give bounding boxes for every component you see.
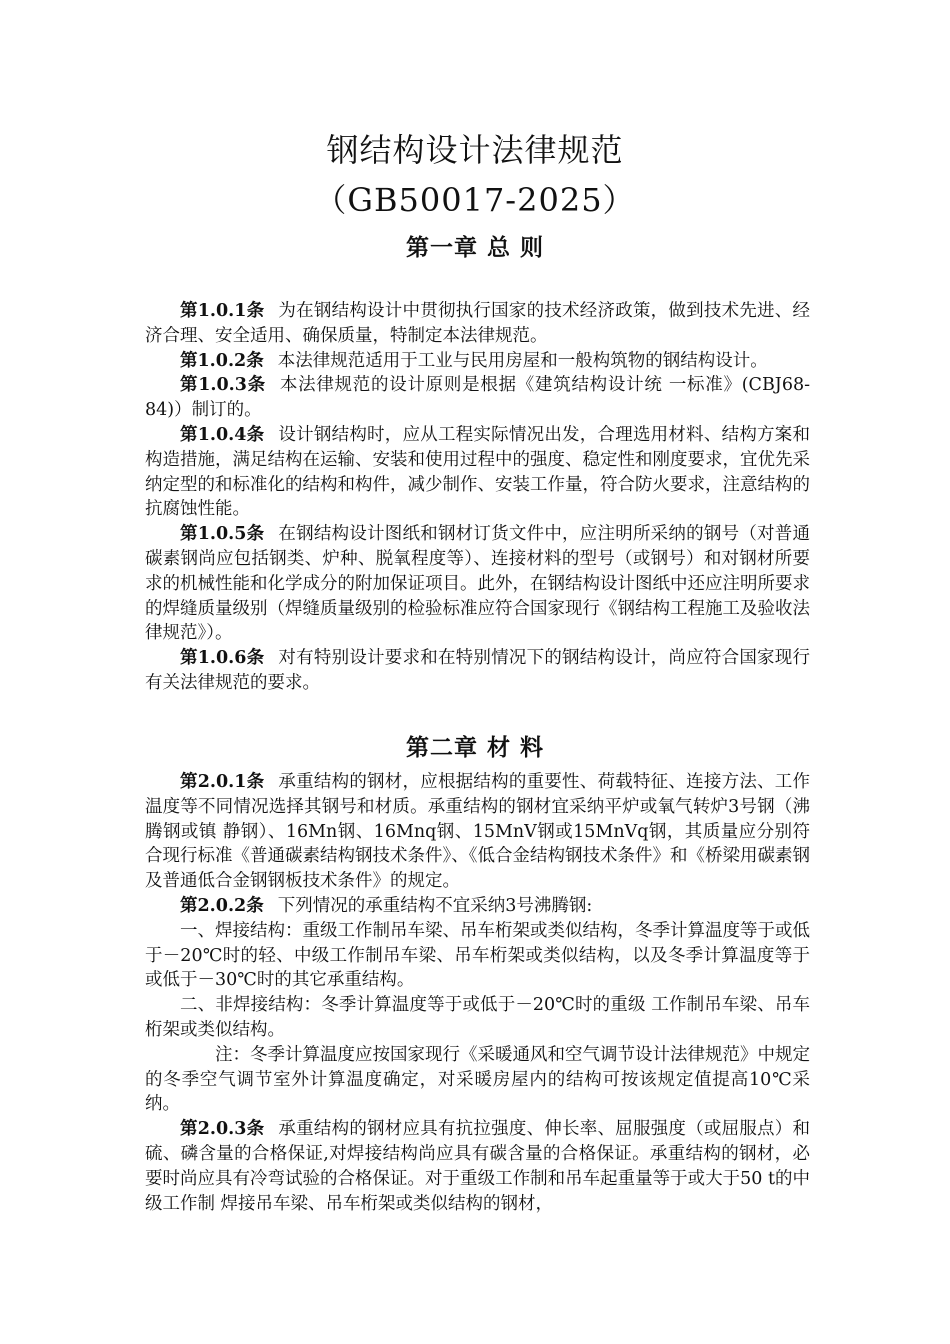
article-2-0-3 [145, 1117, 810, 1216]
article-1-0-3 [145, 373, 810, 423]
chapter-2-body [145, 770, 810, 1216]
chapter-2-heading: 第二章 材 料 [405, 734, 544, 761]
article-text: 下列情况的承重结构不宜采纳3号沸腾钢: [277, 895, 593, 916]
chapter-1-body [145, 299, 810, 696]
article-label: 第1.0.5条 [180, 524, 265, 545]
article-1-0-4 [145, 423, 810, 522]
document-code: （GB50017-2025） [314, 181, 636, 219]
article-text: 设计钢结构时，应从工程实际情况出发，合理选用材料、结构方案和构造措施，满足结构在运输、安装和使用过程中的强度、稳定性和刚度要求，宜优先采纳定型的和标准化的结构和构件，减少制作、安装工作量，符合防火要求，注意结构的抗腐蚀性能。 [145, 424, 811, 520]
article-1-0-6 [145, 646, 810, 696]
article-label: 第1.0.6条 [180, 648, 265, 669]
article-label: 第1.0.4条 [180, 424, 265, 445]
article-label: 第1.0.2条 [180, 350, 264, 371]
article-text: 承重结构的钢材应具有抗拉强度、伸长率、屈服强度（或屈服点）和硫、磷含量的合格保证,对焊接结构尚应具有碳含量的合格保证。承重结构的钢材，必要时尚应具有冷弯试验的合格保证。对于重级工作制和吊车起重量等于或大于50 t的中级工作制 焊接吊车梁、吊车桁架或类似结构的钢材， [145, 1119, 811, 1214]
list-item-welded: 一、焊接结构：重级工作制吊车梁、吊车桁架或类似结构，冬季计算温度等于或低于－20℃时的轻、中级工作制吊车梁、吊车桁架或类似结构，以及冬季计算温度等于或低于－30℃时的其它承重结构。 [145, 920, 810, 991]
article-2-0-1 [145, 770, 810, 894]
article-text: 本法律规范适用于工业与民用房屋和一般构筑物的钢结构设计。 [277, 350, 768, 371]
article-label: 第2.0.3条 [180, 1119, 265, 1140]
list-item-non-welded: 二、非焊接结构：冬季计算温度等于或低于－20℃时的重级 工作制吊车梁、吊车桁架或类似结构。 [145, 995, 810, 1040]
article-1-0-5 [145, 522, 810, 646]
article-1-0-1 [145, 299, 810, 349]
article-text: 对有特别设计要求和在特别情况下的钢结构设计，尚应符合国家现行有关法律规范的要求。 [145, 648, 811, 693]
document-title: 钢结构设计法律规范 [326, 131, 624, 169]
article-text: 为在钢结构设计中贯彻执行国家的技术经济政策，做到技术先进、经济合理、安全适用、确保质量，特制定本法律规范。 [145, 301, 811, 346]
article-label: 第1.0.3条 [180, 375, 266, 396]
article-text: 承重结构的钢材，应根据结构的重要性、荷载特征、连接方法、工作温度等不同情况选择其钢号和材质。承重结构的钢材宜采纳平炉或氧气转炉3号钢（沸腾钢或镇 静钢）、16Mn钢、16Mnq钢、15MnV钢或15MnVq钢，其质量应分别符合现行标准《普通碳素结构钢技术条件》、《低合金结构钢技术条件》和《桥梁用碳素钢及普通低合金钢钢板技术条件》的规定。 [145, 772, 811, 892]
article-label: 第1.0.1条 [180, 301, 265, 321]
chapter-1-heading: 第一章 总 则 [405, 234, 544, 261]
article-label: 第2.0.1条 [180, 772, 265, 792]
article-2-0-2 [145, 894, 810, 919]
note-paragraph: 注：冬季计算温度应按国家现行《采暖通风和空气调节设计法律规范》中规定的冬季空气调节室外计算温度确定，对采暖房屋内的结构可按该规定值提高10℃采纳。 [145, 1044, 810, 1115]
article-text: 本法律规范的设计原则是根据《建筑结构设计统 一标准》(CBJ68-84)）制订的。 [145, 375, 810, 421]
article-1-0-2 [145, 349, 810, 374]
article-text: 在钢结构设计图纸和钢材订货文件中，应注明所采纳的钢号（对普通碳素钢尚应包括钢类、炉种、脱氧程度等）、连接材料的型号（或钢号）和对钢材所要求的机械性能和化学成分的附加保证项目。此外，在钢结构设计图纸中还应注明所要求的焊缝质量级别（焊缝质量级别的检验标准应符合国家现行《钢结构工程施工及验收法律规范》）。 [145, 524, 811, 644]
article-label: 第2.0.2条 [180, 895, 264, 916]
